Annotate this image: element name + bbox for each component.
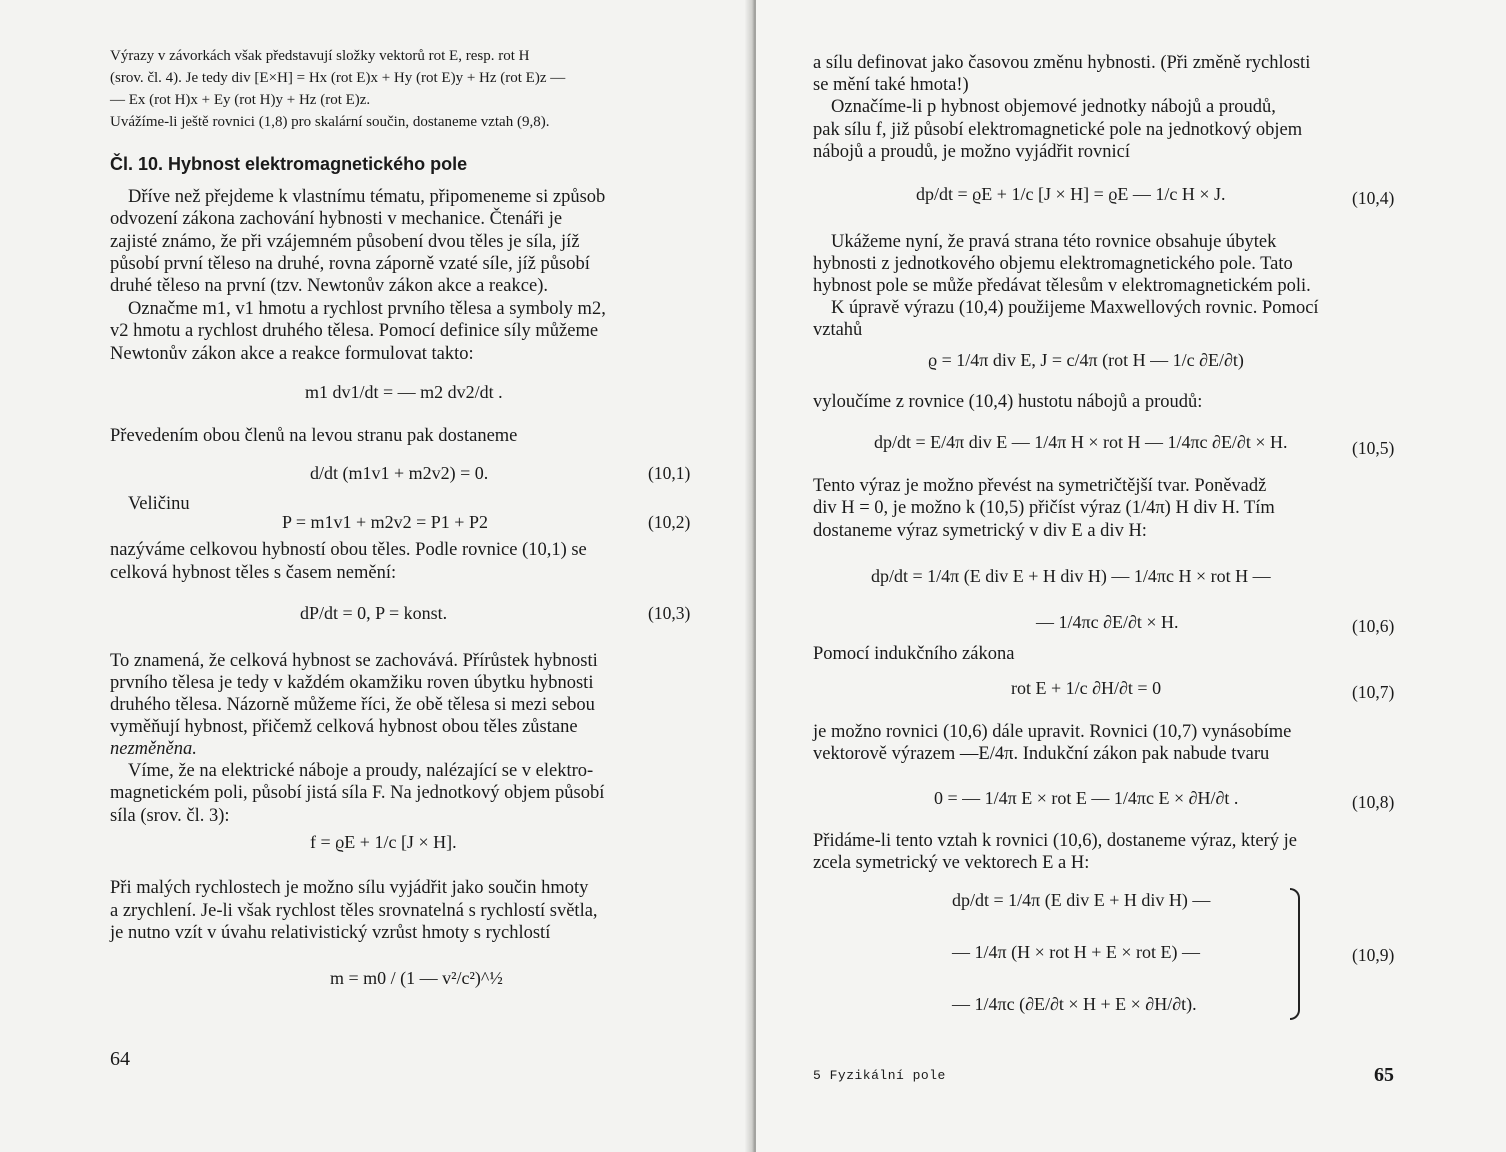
r-para1-line-5: nábojů a proudů, je možno vyjádřit rovnicí — [813, 142, 1130, 162]
r-para1-line-3: Označíme-li p hybnost objemové jednotky nábojů a proudů, — [831, 97, 1276, 117]
para2-line-1: nazýváme celkovou hybností obou těles. Podle rovnice (10,1) se — [110, 540, 587, 560]
equation-number-10-3: (10,3) — [648, 603, 691, 623]
equation-10-6-line-1: dp/dt = 1/4π (E div E + H div H) — 1/4πc H × rot H — — [871, 566, 1271, 586]
equation-10-8: 0 = — 1/4π E × rot E — 1/4πc E × ∂H/∂t . — [934, 788, 1239, 808]
para3-line-6: Víme, že na elektrické náboje a proudy, nalézající se v elektro- — [128, 761, 594, 781]
r-para4-line-2: vektorově výrazem —E/4π. Indukční zákon pak nabude tvaru — [813, 744, 1270, 764]
r-para2-line-5: vztahů — [813, 320, 863, 340]
para1-line-7: v2 hmotu a rychlost druhého tělesa. Pomocí definice síly můžeme — [110, 321, 599, 341]
para3-line-5: nezměněna. — [110, 739, 197, 759]
equation-mass: m = m0 / (1 — v²/c²)^½ — [330, 968, 503, 988]
r-para5-line-2: zcela symetrický ve vektorech E a H: — [813, 853, 1090, 873]
intro-line-2: (srov. čl. 4). Je tedy div [E×H] = Hx (rot E)x + Hy (rot E)y + Hz (rot E)z — — [110, 70, 566, 86]
intro-line-3: — Ex (rot H)x + Ey (rot H)y + Hz (rot E)z. — [110, 92, 371, 108]
para1-line-5: druhé těleso na první (tzv. Newtonův zákon akce a reakce). — [110, 276, 548, 296]
para1-line-3: zajisté známo, že při vzájemném působení dvou těles je síla, jíž — [110, 232, 580, 252]
para2-line-2: celková hybnost těles s časem nemění: — [110, 563, 397, 583]
para3-line-8: síla (srov. čl. 3): — [110, 806, 230, 826]
line-pomoci: Pomocí indukčního zákona — [813, 644, 1015, 664]
r-para2-line-1: Ukážeme nyní, že pravá strana této rovnice obsahuje úbytek — [831, 232, 1277, 252]
equation-10-2: P = m1v1 + m2v2 = P1 + P2 — [282, 512, 488, 532]
para3-line-2: prvního tělesa je tedy v každém okamžiku roven úbytku hybnosti — [110, 673, 594, 693]
equation-number-10-1: (10,1) — [648, 463, 691, 483]
r-para2-line-2: hybnosti z jednotkového objemu elektromagnetického pole. Tato — [813, 254, 1293, 274]
equation-10-3: dP/dt = 0, P = konst. — [300, 603, 448, 623]
equation-10-4: dp/dt = ϱE + 1/c [J × H] = ϱE — 1/c H × J. — [916, 184, 1226, 204]
label-velicinu: Veličinu — [128, 494, 190, 514]
para1-line-8: Newtonův zákon akce a reakce formulovat takto: — [110, 344, 474, 364]
para4-line-1: Při malých rychlostech je možno sílu vyjádřit jako součin hmoty — [110, 878, 589, 898]
r-para2-line-3: hybnost pole se může předávat tělesům v elektromagnetickém poli. — [813, 276, 1311, 296]
para1-line-1: Dříve než přejdeme k vlastnímu tématu, připomeneme si způsob — [128, 187, 606, 207]
equation-10-9-line-1: dp/dt = 1/4π (E div E + H div H) — — [952, 890, 1211, 910]
left-page — [0, 0, 752, 1152]
r-para3-line-3: dostaneme výraz symetrický v div E a div H: — [813, 521, 1147, 541]
r-para1-line-1: a sílu definovat jako časovou změnu hybnosti. (Při změně rychlosti — [813, 53, 1311, 73]
equation-number-10-5: (10,5) — [1352, 438, 1395, 458]
equation-force: f = ϱE + 1/c [J × H]. — [310, 832, 457, 852]
r-para2-line-4: K úpravě výrazu (10,4) použijeme Maxwellových rovnic. Pomocí — [831, 298, 1319, 318]
r-para1-line-2: se mění také hmota!) — [813, 75, 969, 95]
equation-number-10-4: (10,4) — [1352, 188, 1395, 208]
r-para1-line-4: pak sílu f, již působí elektromagnetické pole na jednotkový objem — [813, 120, 1303, 140]
equation-newton: m1 dv1/dt = — m2 dv2/dt . — [305, 382, 503, 402]
para1-line-4: působí první těleso na druhé, rovna záporně vzaté síle, jíž působí — [110, 254, 590, 274]
intro-line-4: Uvážíme-li ještě rovnici (1,8) pro skalární součin, dostaneme vztah (9,8). — [110, 114, 550, 130]
equation-10-7: rot E + 1/c ∂H/∂t = 0 — [1011, 678, 1162, 698]
equation-10-9-line-3: — 1/4πc (∂E/∂t × H + E × ∂H/∂t). — [952, 994, 1197, 1014]
equation-brace — [1290, 888, 1300, 1020]
equation-10-9-line-2: — 1/4π (H × rot H + E × rot E) — — [952, 942, 1201, 962]
page-number-right: 65 — [1374, 1064, 1394, 1086]
equation-number-10-8: (10,8) — [1352, 792, 1395, 812]
right-page — [756, 0, 1506, 1152]
page-number-left: 64 — [110, 1048, 130, 1070]
line-prevedenim: Převedením obou členů na levou stranu pak dostaneme — [110, 426, 518, 446]
r-para3-line-2: div H = 0, je možno k (10,5) přičíst výraz (1/4π) H div H. Tím — [813, 498, 1275, 518]
equation-number-10-2: (10,2) — [648, 512, 691, 532]
para3-line-1: To znamená, že celková hybnost se zachovává. Přírůstek hybnosti — [110, 651, 598, 671]
para4-line-3: je nutno vzít v úvahu relativistický vzrůst hmoty s rychlostí — [110, 923, 551, 943]
equation-10-1: d/dt (m1v1 + m2v2) = 0. — [310, 463, 489, 483]
equation-number-10-7: (10,7) — [1352, 682, 1395, 702]
para3-line-4: vyměňují hybnost, přičemž celková hybnost obou těles zůstane — [110, 717, 578, 737]
r-para4-line-1: je možno rovnici (10,6) dále upravit. Rovnici (10,7) vynásobíme — [813, 722, 1292, 742]
equation-10-5: dp/dt = E/4π div E — 1/4π H × rot H — 1/4πc ∂E/∂t × H. — [874, 432, 1288, 452]
r-para5-line-1: Přidáme-li tento vztah k rovnici (10,6), dostaneme výraz, který je — [813, 831, 1297, 851]
para3-line-7: magnetickém poli, působí jistá síla F. Na jednotkový objem působí — [110, 783, 605, 803]
r-para3-line-1: Tento výraz je možno převést na symetričtější tvar. Poněvadž — [813, 476, 1267, 496]
para4-line-2: a zrychlení. Je-li však rychlost těles srovnatelná s rychlostí světla, — [110, 901, 598, 921]
footer-signature: 5 Fyzikální pole — [813, 1068, 946, 1083]
equation-number-10-9: (10,9) — [1352, 945, 1395, 965]
line-vyloucime: vyloučíme z rovnice (10,4) hustotu nábojů a proudů: — [813, 392, 1203, 412]
equation-number-10-6: (10,6) — [1352, 616, 1395, 636]
equation-10-6-line-2: — 1/4πc ∂E/∂t × H. — [1036, 612, 1179, 632]
para3-line-3: druhého tělesa. Názorně můžeme říci, že obě tělesa si mezi sebou — [110, 695, 595, 715]
para1-line-6: Označme m1, v1 hmotu a rychlost prvního tělesa a symboly m2, — [128, 299, 606, 319]
section-heading: Čl. 10. Hybnost elektromagnetického pole — [110, 154, 468, 174]
para1-line-2: odvození zákona zachování hybnosti v mechanice. Čtenáři je — [110, 209, 563, 229]
intro-line-1: Výrazy v závorkách však představují složky vektorů rot E, resp. rot H — [110, 48, 530, 64]
equation-maxwell: ϱ = 1/4π div E, J = c/4π (rot H — 1/c ∂E/∂t) — [928, 350, 1244, 370]
